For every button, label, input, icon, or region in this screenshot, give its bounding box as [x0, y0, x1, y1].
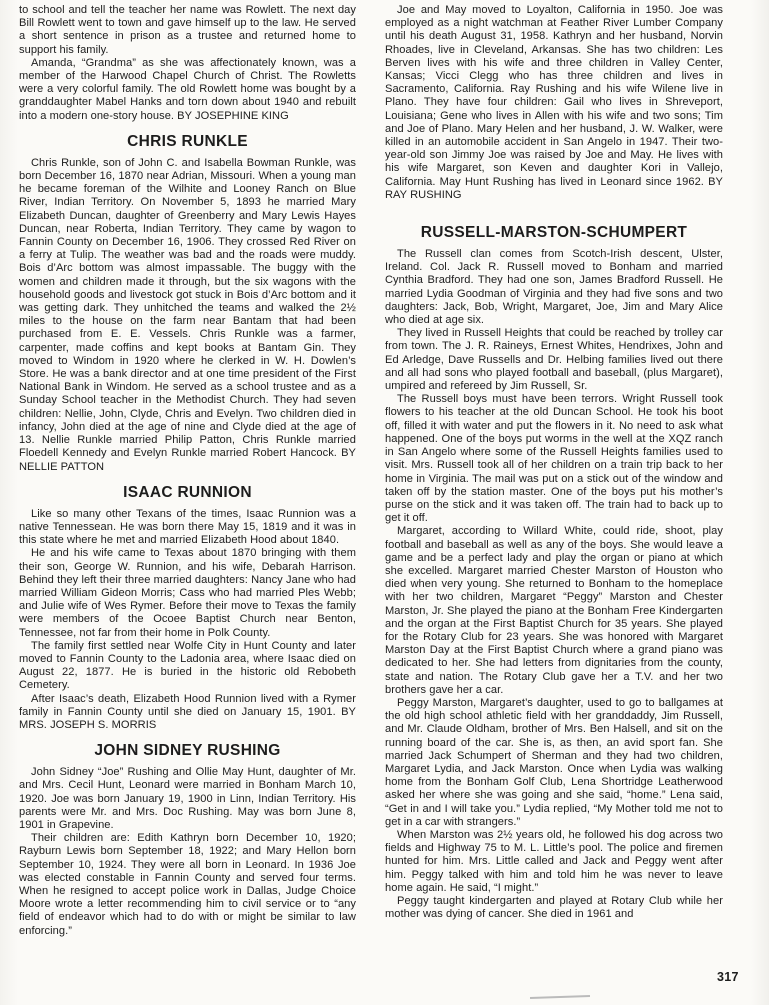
section-heading-john-sidney-rushing: JOHN SIDNEY RUSHING [94, 742, 281, 760]
paragraph: Their children are: Edith Kathryn born December 10, 1920; Rayburn Lewis born September 18, 1922; and Mary Hellon born September 10, 1924. They were all born in Leonard. In 1936 Joe was elected constable in Fannin County and served four terms. When he resigned to accept police work in Dallas, Judge Choice Moore wrote a letter recommending him to civil service or to “any field of endeavor which had to do with or might be similar to law enforcing.” [19, 832, 356, 937]
paragraph: The family first settled near Wolfe City in Hunt County and later moved to Fannin County to the Ladonia area, where Isaac died on August 22, 1877. He is buried in the historic old Rebobeth Cemetery. [19, 639, 356, 692]
paragraph: The Russell clan comes from Scotch-Irish descent, Ulster, Ireland. Col. Jack R. Russell moved to Bonham and married Cynthia Bradford. They had one son, James Bradford Russell. He married Lydia Goodman of Virginia and they had five sons and two daughters: Jack, Bob, Wright, Margaret, Joe, Jim and Mary Alice who died at age six. [385, 248, 723, 327]
page-number: 317 [717, 970, 739, 984]
left-column [19, 4, 356, 938]
paragraph: Amanda, “Grandma” as she was affectionately known, was a member of the Harwood Chapel Church of Christ. The Rowletts were a very colorful family. The old Rowlett home was bought by a granddaughter Mabel Hanks and torn down about 1940 and rebuilt into a modern one-story house. BY JOSEPHINE KING [19, 56, 356, 122]
section-heading-russell-marston-schumpert: RUSSELL-MARSTON-SCHUMPERT [420, 224, 688, 242]
right-column [385, 4, 723, 921]
paragraph: Peggy taught kindergarten and played at Rotary Club while her mother was dying of cancer. She died in 1961 and [385, 895, 723, 921]
paragraph: to school and tell the teacher her name was Rowlett. The next day Bill Rowlett went to town and gave himself up to the law. He served a short sentence in prison as a trustee and returned home to support his family. [19, 4, 356, 56]
paragraph: They lived in Russell Heights that could be reached by trolley car from town. The J. R. Raineys, Ernest Whites, Hendrixes, John and Ed Arledge, Dave Russells and Dr. Helbing families lived out there and all had sons who played football and baseball, (plus Margaret), umpired and refereed by Jim Russell, Sr. [385, 327, 723, 393]
paragraph: The Russell boys must have been terrors. Wright Russell took flowers to his teacher at the old Duncan School. He took his boot off, filled it with water and put the flowers in it. No need to ask what happened. One of the boys put worms in the well at the XQZ ranch in San Angelo where some of the Russell Heights families used to visit. Mrs. Russell took all of her children on a train trip back to her home in Virginia. The mail was put on a stick out of the window and taken off by the station master. One of the boys put his mother’s purse on the stick and it was taken off. The train had to back up to get it off. [385, 393, 723, 525]
paragraph: Margaret, according to Willard White, could ride, shoot, play football and baseball as well as any of the boys. She would leave a game and be a perfect lady and play the organ or piano at which she excelled. Margaret married Chester Marston of Houston who died when very young. She returned to Bonham to the homeplace with her two children, Margaret “Peggy” Marston and Chester Marston, Jr. She played the piano at the Bonham Free Kindergarten and the organ at the First Baptist Church for 35 years. She played for the Rotary Club for 23 years. She was honored with Margaret Marston Day at the First Baptist Church where a grand piano was dedicated to her. She had letters from dignitaries from the county, state and nation. The Rotary Club gave her a T.V. and her two brothers gave her a car. [385, 525, 723, 696]
paragraph: Peggy Marston, Margaret’s daughter, used to go to ballgames at the old high school athletic field with her granddaddy, Jim Russell, and Mr. Claude Oldham, brother of Mrs. Ben Halsell, and sit on the running board of the car. She is, as then, an avid sport fan. She married Jack Schumpert of Sherman and they had two children, Margaret Lydia, and Jack Marston. Once when Lydia was walking home from the Bonham Golf Club, Lena Shortridge Leatherwood asked her where she was going and she said, “home.” Lena said, “Get in and I will take you.” Lydia replied, “My Mother told me not to get in a car with strangers.” [385, 696, 723, 828]
section-heading-isaac-runnion: ISAAC RUNNION [123, 483, 252, 501]
paragraph: Chris Runkle, son of John C. and Isabella Bowman Runkle, was born December 16, 1870 near Adrian, Missouri. When a young man he became foreman of the Wilhite and Looney Ranch on Blue River, Indian Territory. On November 5, 1893 he married Mary Elizabeth Duncan, daughter of Greenberry and Mary Lewis Hayes Duncan, near Roberta, Indian Territory. They came by wagon to Fannin County on December 16, 1906. They crossed Red River on a ferry at Tulip. The weather was bad and the roads were muddy. Bois d’Arc bottom was almost impassable. The buggy with the women and children made it through, but the six wagons with the household goods and livestock got stuck in Bois d’Arc bottom and it was getting dark. They unhitched the teams and walked the 2½ miles to the house on the farm near Bantam that had been purchased from E. E. Vessels. Chris Runkle was a farmer, carpenter, made coffins and kept books at Bantam Gin. They moved to Windom in 1920 where he clerked in W. H. Dowlen’s Store. He was a bank director and at one time president of the First National Bank in Windom. He served as a school trustee and as a Sunday School teacher in the Methodist Church. They had seven children: Nellie, John, Clyde, Chris and Evelyn. Two children died in infancy, John died at the age of nine and Clyde died at the age of 13. Nellie Runkle married Philip Patton, Chris Runkle married Floedell Kennedy and Evelyn Runkle married Robert Hancock. BY NELLIE PATTON [19, 156, 356, 473]
paragraph: After Isaac’s death, Elizabeth Hood Runnion lived with a Rymer family in Fannin County until she died on January 15, 1901. BY MRS. JOSEPH S. MORRIS [19, 692, 356, 731]
section-heading-chris-runkle: CHRIS RUNKLE [127, 132, 248, 150]
paragraph: John Sidney “Joe” Rushing and Ollie May Hunt, daughter of Mr. and Mrs. Cecil Hunt, Leonard were married in Bonham March 10, 1920. Joe was born January 19, 1900 in Linn, Indian Territory. His parents were Mr. and Mrs. Doc Rushing. May was born June 8, 1901 in Grapevine. [19, 766, 356, 831]
scan-mark [530, 995, 590, 999]
paragraph: He and his wife came to Texas about 1870 bringing with them their son, George W. Runnion, and his wife, Debarah Harrison. Behind they left their three married daughters: Nancy Jane who had married William Gideon Morris; Cass who had married Ples Webb; and Julie wife of Wes Rymer. Before their move to Texas the family were members of the Ocoee Baptist Church near Benton, Tennessee, not far from their home in Polk County. [19, 547, 356, 639]
paragraph: Like so many other Texans of the times, Isaac Runnion was a native Tennessean. He was born there May 15, 1819 and it was in this state where he met and married Elizabeth Hood about 1840. [19, 507, 356, 547]
paragraph: When Marston was 2½ years old, he followed his dog across two fields and Highway 75 to M. L. Little’s pool. The police and firemen hunted for him. Mrs. Little called and Jack and Peggy went after him. Peggy talked with him and told him he was never to leave home again. He said, “I might.” [385, 828, 723, 894]
paragraph: Joe and May moved to Loyalton, California in 1950. Joe was employed as a night watchman at Feather River Lumber Company until his death August 31, 1958. Kathryn and her husband, Norvin Rhoades, live in Cleveland, Arkansas. She has two children: Les Berven lives with his wife and three children in Valley Center, Kansas; Vicci Clegg who has three children and lives in Sacramento, California. Ray Rushing and his wife Wilene live in Plano. They have four children: Gail who lives in Shreveport, Louisiana; Gene who lives in Allen with his wife and two sons; Tim and Joe of Plano. Mary Helen and her husband, J. W. Walker, were killed in an automobile accident in San Angelo in 1947. Their two-year-old son Jimmy Joe was raised by Joe and May. He lives with his wife Margaret, son Keven and daughter Kori in Vallejo, California. May Hunt Rushing has lived in Leonard since 1962. BY RAY RUSHING [385, 4, 723, 201]
